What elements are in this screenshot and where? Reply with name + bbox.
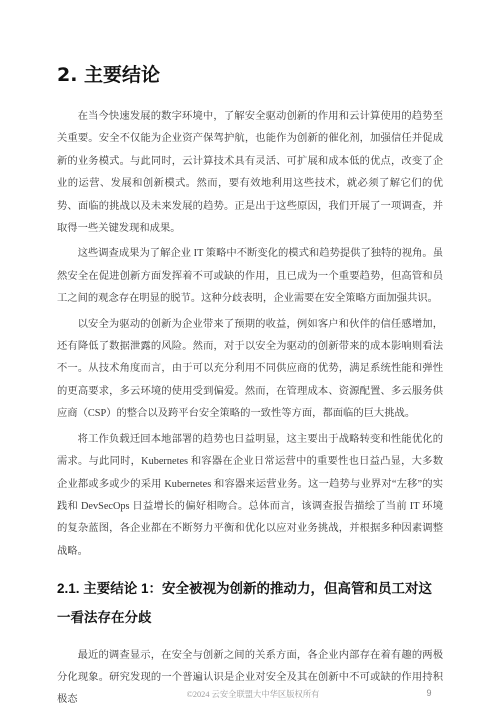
subsection-heading: 2.1. 主要结论 1：安全被视为创新的推动力，但高管和员工对这一看法存在分歧 (57, 581, 433, 626)
footer-copyright: ©2024 云安全联盟大中华区版权所有 (186, 690, 320, 699)
section-heading: 2. 主要结论 (57, 64, 161, 86)
paragraph: 最近的调查显示，在安全与创新之间的关系方面，各企业内部存在着有趣的两极分化现象。研究发现的一个普遍认识是企业对安全及其在创新中不可或缺的作用持积极态 (57, 649, 443, 706)
paragraph: 以安全为驱动的创新为企业带来了预期的收益，例如客户和伙伴的信任感增加，还有降低了数据泄露的风险。然而，对于以安全为驱动的创新带来的成本影响则看法不一。从技术角度而言，由于可以充分利用不同供应商的优势，满足系统性能和弹性的更高要求，多云环境的使用受到偏爱。然而，在管理成本、资源配置、多云服务供应商（CSP）的整合以及跨平台安全策略的一致性等方面，都面临的巨大挑战。 (57, 318, 443, 420)
paragraph: 这些调查成果为了解企业 IT 策略中不断变化的模式和趋势提供了独特的视角。虽然安全在促进创新方面发挥着不可或缺的作用，且已成为一个重要趋势，但高管和员工之间的观念存在明显的脱节。这种分歧表明，企业需要在安全策略方面加强共识。 (57, 248, 443, 305)
paragraph: 在当今快速发展的数字环境中，了解安全驱动创新的作用和云计算使用的趋势至关重要。安全不仅能为企业资产保驾护航，也能作为创新的催化剂，加强信任并促成新的业务模式。与此同时，云计算技术具有灵活、可扩展和成本低的优点，改变了企业的运营、发展和创新模式。然而，要有效地利用这些技术，就必须了解它们的优势、面临的挑战以及未来发展的趋势。正是出于这些原因，我们开展了一项调查，并取得一些关键发现和成果。 (57, 111, 443, 235)
paragraph: 将工作负载迁回本地部署的趋势也日益明显，这主要出于战略转变和性能优化的需求。与此同时，Kubernetes 和容器在企业日常运营中的重要性也日益凸显，大多数企业都或多或少的采用 Kubernetes 和容器来运营业务。这一趋势与业界对“左移”的实践和 DevSecOps 日益增长的偏好相吻合。总体而言，该调查报告描绘了当前 IT 环境的复杂蓝图，各企业都在不断努力平衡和优化以应对业务挑战，并根据多种因素调整战略。 (57, 433, 443, 557)
page-number: 9 (426, 688, 432, 698)
